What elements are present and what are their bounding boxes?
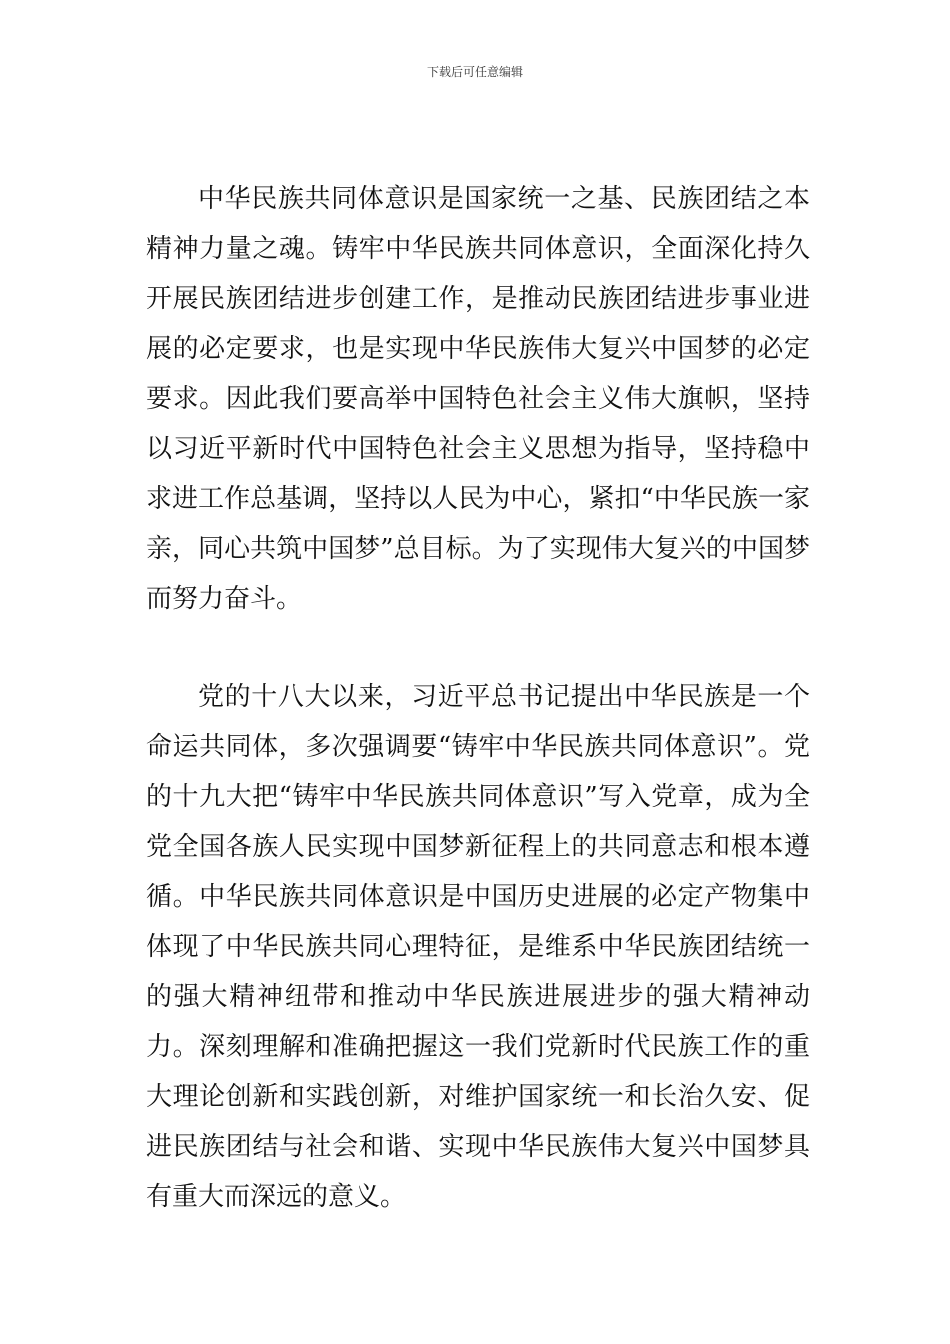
header-note: 下载后可任意编辑	[426, 65, 523, 79]
body-paragraph-2: 党的十八大以来，习近平总书记提出中华民族是一个命运共同体，多次强调要“铸牢中华民族共同体意识”。党的十九大把“铸牢中华民族共同体意识”写入党章，成为全党全国各族人民实现中国梦新征程上的共同意志和根本遵循。中华民族共同体意识是中国历史进展的必定产物集中体现了中华民族共同心理特征，是维系中华民族团结统一的强大精神纽带和推动中华民族进展进步的强大精神动力。深刻理解和准确把握这一我们党新时代民族工作的重大理论创新和实践创新，对维护国家统一和长治久安、促进民族团结与社会和谐、实现中华民族伟大复兴中国梦具有重大而深远的意义。	[146, 682, 810, 1212]
body-paragraph-1: 中华民族共同体意识是国家统一之基、民族团结之本精神力量之魂。铸牢中华民族共同体意识，全面深化持久开展民族团结进步创建工作，是推动民族团结进步事业进展的必定要求，也是实现中华民族伟大复兴中国梦的必定要求。因此我们要高举中国特色社会主义伟大旗帜，坚持以习近平新时代中国特色社会主义思想为指导，坚持稳中求进工作总基调，坚持以人民为中心，紧扣“中华民族一家亲，同心共筑中国梦”总目标。为了实现伟大复兴的中国梦而努力奋斗。	[146, 184, 810, 614]
